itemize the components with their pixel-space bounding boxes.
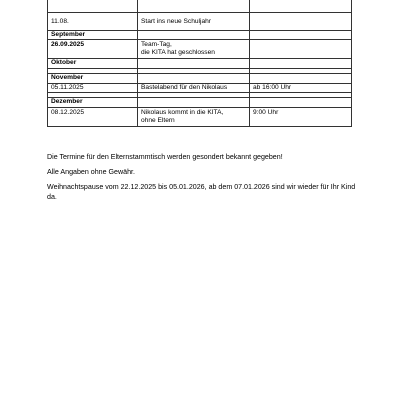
table-row (48, 13, 352, 31)
date-cell (48, 0, 138, 13)
table-row (48, 108, 352, 127)
month-row (48, 74, 352, 84)
time-cell (250, 13, 352, 31)
schedule-table (47, 0, 352, 127)
table-row (48, 84, 352, 93)
table-row (48, 0, 352, 13)
date-cell: 08.12.2025 (48, 108, 138, 127)
time-cell: 9:00 Uhr (250, 108, 352, 127)
event-cell (138, 108, 250, 127)
month-row (48, 59, 352, 69)
event-cell (138, 31, 250, 40)
event-cell (138, 74, 250, 84)
event-line-1: Nikolaus kommt in die KITA, (141, 109, 224, 116)
month-label: Dezember (48, 98, 138, 108)
christmas-break-note: Weihnachtspause vom 22.12.2025 bis 05.01.2026, ab dem 07.01.2026 sind wir wieder für Ihr Kind da. (47, 183, 356, 201)
time-cell (250, 0, 352, 13)
date-cell: 05.11.2025 (48, 84, 138, 93)
month-label: Oktober (48, 59, 138, 69)
event-cell: Bastelabend für den Nikolaus (138, 84, 250, 93)
time-cell (250, 98, 352, 108)
event-cell (138, 0, 250, 13)
month-row (48, 31, 352, 40)
event-cell: Start ins neue Schuljahr (138, 13, 250, 31)
month-label: November (48, 74, 138, 84)
event-line-2: die KITA hat geschlossen (141, 49, 215, 56)
event-cell (138, 59, 250, 69)
table-row (48, 40, 352, 59)
event-cell (138, 40, 250, 59)
time-cell: ab 16:00 Uhr (250, 84, 352, 93)
time-cell (250, 40, 352, 59)
event-cell (138, 98, 250, 108)
stammtisch-note: Die Termine für den Elternstammtisch werden gesondert bekannt gegeben! (47, 153, 283, 161)
time-cell (250, 31, 352, 40)
date-cell: 11.08. (48, 13, 138, 31)
time-cell (250, 59, 352, 69)
time-cell (250, 74, 352, 84)
event-line-2: ohne Eltern (141, 117, 175, 124)
month-row (48, 98, 352, 108)
event-line-1: Team-Tag, (141, 41, 172, 48)
disclaimer-note: Alle Angaben ohne Gewähr. (47, 168, 135, 176)
date-cell: 26.09.2025 (48, 40, 138, 59)
month-label: September (48, 31, 138, 40)
